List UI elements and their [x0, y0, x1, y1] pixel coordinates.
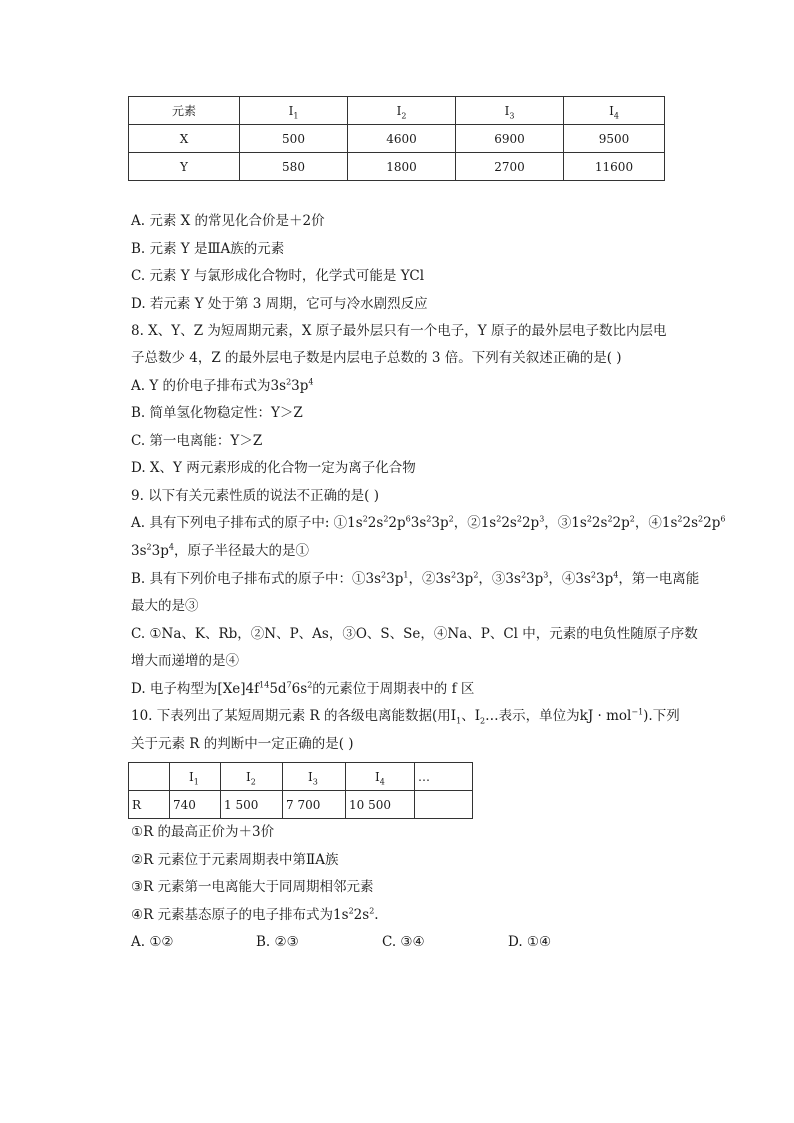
superscript: 2 — [607, 514, 613, 524]
q9-option-d: D. 电子构型为$[Xe]4f^{14}5d^76s^2$的元素位于周期表中的 f 区 — [131, 680, 475, 697]
table-cell: … — [415, 763, 473, 791]
table-cell: 500 — [240, 125, 348, 153]
superscript: 2 — [450, 570, 457, 580]
q10-option-d: D. ①④ — [508, 934, 552, 950]
table-cell: R — [129, 791, 170, 819]
superscript: 3 — [543, 570, 549, 580]
table-cell: 740 — [170, 791, 221, 819]
table-cell: Y — [129, 153, 240, 181]
superscript: 2 — [629, 514, 635, 524]
superscript: 2 — [677, 514, 683, 524]
table-header-row — [129, 97, 665, 125]
superscript: 2 — [516, 514, 522, 524]
table-cell: $I_1$ — [240, 97, 348, 125]
table-cell: 10 500 — [346, 791, 415, 819]
q9-option-a-line1: A. 具有下列电子排布式的原子中: $①1s^22s^22p^63s^23p^2$，$②1s^22s^22p^3$，$③1s^22s^22p^2$，$④1s^22s^22p^6$ — [131, 514, 726, 531]
superscript: 2 — [496, 514, 502, 524]
q10-stem-line2: 关于元素 R 的判断中一定正确的是( ) — [131, 736, 354, 752]
table-cell: 1800 — [348, 153, 456, 181]
superscript: 14 — [259, 680, 270, 690]
ionization-table-xy — [128, 96, 665, 181]
q7-option-a: A. 元素 X 的常见化合价是＋2价 — [131, 213, 325, 229]
q9-option-c-line1: C. ①Na、K、Rb，②N、P、As，③O、S、Se，④Na、P、Cl 中，元素的电负性随原子序数 — [131, 626, 698, 642]
table-cell: $I_2$ — [221, 763, 283, 791]
superscript: 2 — [698, 514, 704, 524]
q7-option-b: B. 元素 Y 是ⅢA族的元素 — [131, 241, 285, 257]
q9-option-a-line2: $3s^23p^4$，原子半径最大的是① — [131, 542, 309, 559]
q8-stem-line1: 8. X、Y、Z 为短周期元素，X 原子最外层只有一个电子，Y 原子的最外层电子数比内层电 — [131, 323, 667, 339]
superscript: 2 — [362, 514, 368, 524]
table-header-row — [129, 763, 473, 791]
table-cell: 11600 — [564, 153, 665, 181]
table-cell: $I_1$ — [170, 763, 221, 791]
superscript: 2 — [369, 906, 375, 916]
superscript: 2 — [590, 570, 596, 580]
q10-statement-4: ④R 元素基态原子的电子排布式为$1s^22s^2$. — [131, 906, 379, 923]
superscript: 2 — [448, 514, 454, 524]
superscript: 4 — [168, 542, 174, 552]
superscript: 2 — [426, 514, 432, 524]
q10-option-b: B. ②③ — [256, 934, 299, 950]
table-cell: $I_2$ — [348, 97, 456, 125]
q10-statement-1: ①R 的最高正价为＋3价 — [131, 824, 275, 840]
q10-option-c: C. ③④ — [382, 934, 425, 950]
superscript: 6 — [405, 514, 411, 524]
superscript: 2 — [146, 542, 152, 552]
superscript: 1 — [403, 570, 409, 580]
table-cell: 580 — [240, 153, 348, 181]
table-cell: 1 500 — [221, 791, 283, 819]
superscript: 2 — [381, 570, 387, 580]
ionization-table-r — [128, 762, 473, 819]
superscript: 6 — [720, 514, 726, 524]
superscript: 2 — [307, 680, 313, 690]
q9-option-c-line2: 增大而递增的是④ — [131, 653, 239, 669]
table-row — [129, 125, 665, 153]
table-cell: $I_4$ — [346, 763, 415, 791]
superscript: 4 — [613, 570, 619, 580]
table-row — [129, 153, 665, 181]
table-cell: $I_4$ — [564, 97, 665, 125]
superscript: 2 — [383, 514, 389, 524]
q10-option-a: A. ①② — [131, 934, 174, 950]
table-cell: 6900 — [456, 125, 564, 153]
table-cell: 7 700 — [283, 791, 346, 819]
table-cell: 2700 — [456, 153, 564, 181]
q7-option-c: C. 元素 Y 与氯形成化合物时，化学式可能是 YCl — [131, 268, 425, 284]
q7-option-d: D. 若元素 Y 处于第 3 周期，它可与冷水剧烈反应 — [131, 296, 428, 312]
q8-stem-line2: 子总数少 4，Z 的最外层电子数是内层电子总数的 3 倍。下列有关叙述正确的是( ) — [131, 350, 622, 366]
superscript: 2 — [348, 906, 354, 916]
q8-option-d: D. X、Y 两元素形成的化合物一定为离子化合物 — [131, 460, 416, 476]
table-cell: 元素 — [129, 97, 240, 125]
table-cell: 4600 — [348, 125, 456, 153]
q10-statement-3: ③R 元素第一电离能大于同周期相邻元素 — [131, 879, 374, 895]
q9-stem: 9. 以下有关元素性质的说法不正确的是( ) — [131, 488, 379, 504]
q9-option-b-line2: 最大的是③ — [131, 598, 199, 614]
table-cell: $I_3$ — [283, 763, 346, 791]
table-cell: 9500 — [564, 125, 665, 153]
table-cell — [415, 791, 473, 819]
table-row — [129, 791, 473, 819]
q8-option-a: A. Y 的价电子排布式为$3s^23p^4$ — [131, 377, 314, 394]
superscript: 2 — [473, 570, 479, 580]
q9-option-b-line1: B. 具有下列价电子排布式的原子中：$①3s^23p^1$，$②3s^23p^2$，$③3s^23p^3$，$④3s^23p^4$，第一电离能 — [131, 570, 700, 587]
q10-stem-line1: 10. 下表列出了某短周期元素 R 的各级电离能数据(用$I_1$、$I_2\dots$表示，单位为kJ · mol$^{-1}$).下列 — [131, 707, 680, 726]
q8-option-c: C. 第一电离能：Y＞Z — [131, 433, 263, 449]
superscript: 7 — [286, 680, 292, 690]
superscript: 2 — [520, 570, 527, 580]
q10-statement-2: ②R 元素位于元素周期表中第ⅡA族 — [131, 852, 339, 868]
superscript: 2 — [586, 514, 592, 524]
table-cell — [129, 763, 170, 791]
superscript: 3 — [539, 514, 545, 524]
table-cell: X — [129, 125, 240, 153]
table-cell: $I_3$ — [456, 97, 564, 125]
q8-option-b: B. 简单氢化物稳定性：Y＞Z — [131, 405, 303, 421]
